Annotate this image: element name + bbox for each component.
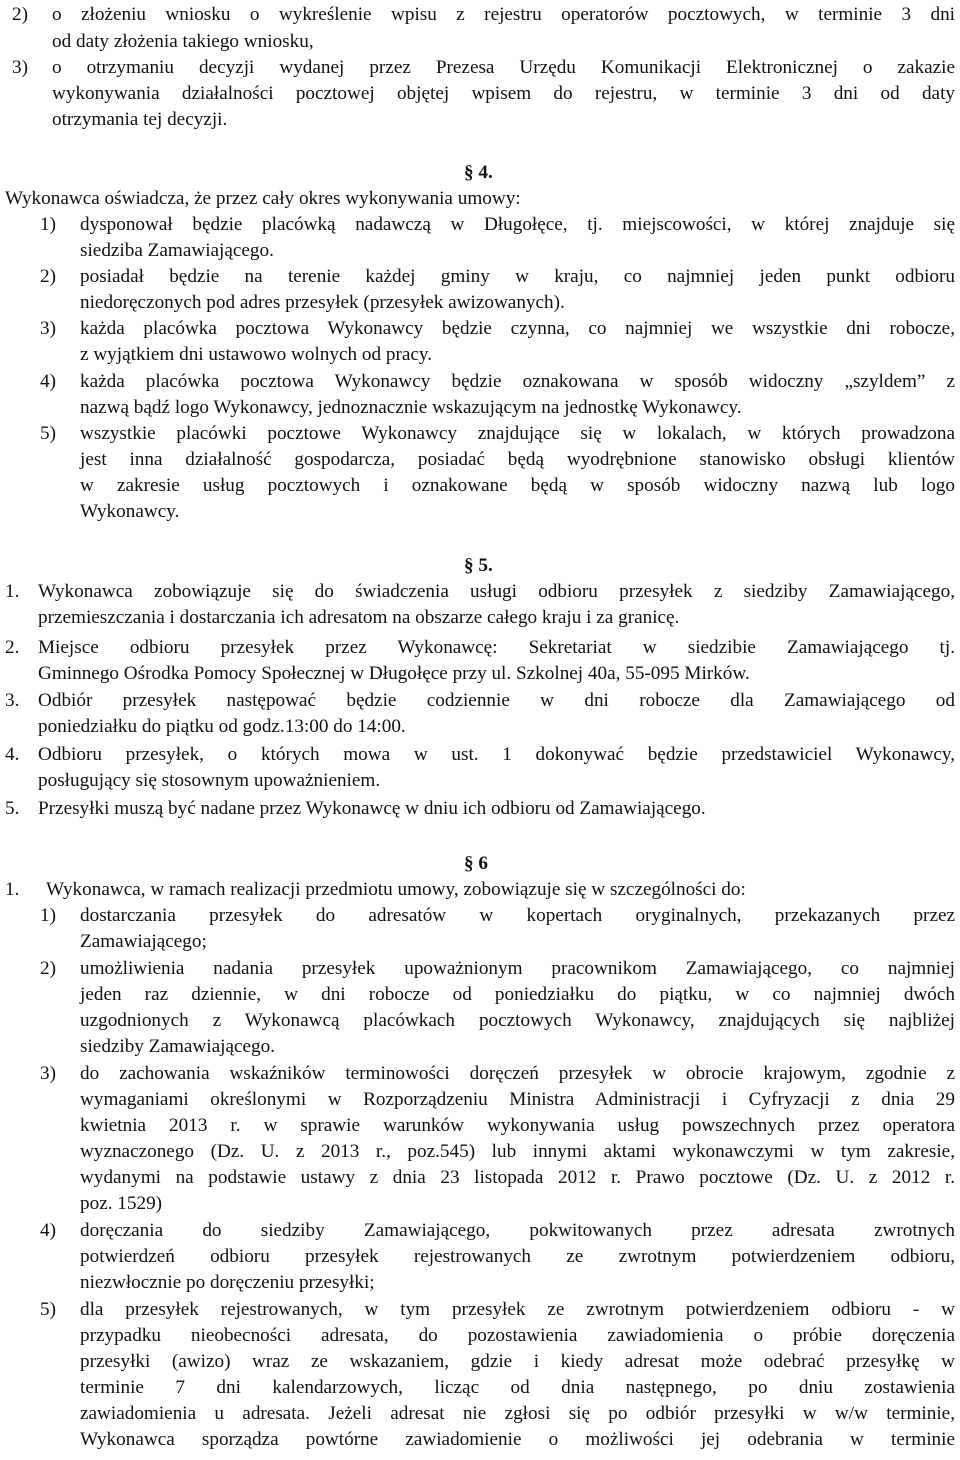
item-text: wyznaczonego (Dz. U. z 2013 r., poz.545) lub innymi aktami wykonawczymi w tym zakresie, [80,1141,955,1162]
item-text: siedziby Zamawiającego. [80,1036,275,1057]
item-text: każda placówka pocztowa Wykonawcy będzie czynna, co najmniej we wszystkie dni robocze, [80,318,955,339]
item-text: uzgodnionych z Wykonawcą placówkach pocztowych Wykonawcy, znajdujących się najbliżej [80,1010,955,1031]
item-text: umożliwienia nadania przesyłek upoważnionym pracownikom Zamawiającego, co najmniej [80,958,955,979]
item-text: doręczania do siedziby Zamawiającego, pokwitowanych przez adresata zwrotnych [80,1220,955,1241]
item-number: 5. [5,798,20,819]
item-number: 1. [5,581,20,602]
item-text: Przesyłki muszą być nadane przez Wykonawcę w dniu ich odbioru od Zamawiającego. [38,798,706,819]
item-number: 3. [5,690,20,711]
item-number: 2) [40,958,56,979]
item-text: z wyjątkiem dni ustawowo wolnych od pracy. [80,344,433,365]
item-text: przesyłki (awizo) wraz ze wskazaniem, gdzie i kiedy adresat może odebrać przesyłkę w [80,1351,955,1372]
item-text: Zamawiającego; [80,931,207,952]
item-number: 5) [40,1299,56,1320]
item-text: jeden raz dziennie, w dni robocze od poniedziałku do piątku, w co najmniej dwóch [80,984,955,1005]
item-text: wszystkie placówki pocztowe Wykonawcy znajdujące się w lokalach, w których prowadzona [80,423,955,444]
item-number: 3) [40,1063,56,1084]
item-number: 1) [40,905,56,926]
section-heading: § 6 [464,853,488,874]
item-text: każda placówka pocztowa Wykonawcy będzie oznakowana w sposób widoczny „szyldem” z [80,371,955,392]
item-text: Miejsce odbioru przesyłek przez Wykonawcę: Sekretariat w siedzibie Zamawiającego tj. [38,637,955,658]
item-text: dysponował będzie placówką nadawczą w Długołęce, tj. miejscowości, w której znajduje się [80,214,955,235]
item-text: posiadał będzie na terenie każdej gminy w kraju, co najmniej jeden punkt odbioru [80,266,955,287]
item-number: 5) [40,423,56,444]
item-number: 4) [40,1220,56,1241]
item-text: dostarczania przesyłek do adresatów w kopertach oryginalnych, przekazanych przez [80,905,955,926]
item-text: posługujący się stosownym upoważnieniem. [38,770,381,791]
item-number: 1) [40,214,56,235]
section-lead: Wykonawca oświadcza, że przez cały okres wykonywania umowy: [5,188,521,209]
item-text: kwietnia 2013 r. w sprawie warunków wykonywania usług powszechnych przez operatora [80,1115,955,1136]
section-heading: § 5. [464,555,493,576]
section-lead: Wykonawca, w ramach realizacji przedmiotu umowy, zobowiązuje się w szczególności do: [46,879,746,900]
item-text: przypadku nieobecności adresata, do pozostawienia zawiadomienia o próbie doręczenia [80,1325,955,1346]
item-number: 3) [12,57,28,78]
item-text: niedoręczonych pod adres przesyłek (przesyłek awizowanych). [80,292,565,313]
item-text: zawiadomienia u adresata. Jeżeli adresat nie zgłosi się po odbiór przesyłki w w/w terminie, [80,1403,955,1424]
item-text: otrzymania tej decyzji. [52,109,228,130]
item-text: Wykonawca zobowiązuje się do świadczenia usługi odbioru przesyłek z siedziby Zamawiającego, [38,581,955,602]
item-text: Wykonawca sporządza powtórne zawiadomienie o możliwości jej odebrania w terminie [80,1429,955,1450]
item-text: przemieszczania i dostarczania ich adresatom na obszarze całego kraju i za granicę. [38,607,680,628]
item-text: jest inna działalność gospodarcza, posiadać będą wyodrębnione stanowisko obsługi klientów [80,449,955,470]
item-text: Odbiór przesyłek następować będzie codziennie w dni robocze dla Zamawiającego od [38,690,955,711]
item-text: wymaganiami określonymi w Rozporządzeniu Ministra Administracji i Cyfryzacji z dnia 29 [80,1089,955,1110]
item-text: dla przesyłek rejestrowanych, w tym przesyłek ze zwrotnym potwierdzeniem odbioru - w [80,1299,955,1320]
item-text: poz. 1529) [80,1193,163,1214]
item-text: potwierdzeń odbioru przesyłek rejestrowanych ze zwrotnym potwierdzeniem odbioru, [80,1246,955,1267]
item-number: 2) [40,266,56,287]
item-text: wydanymi na podstawie ustawy z dnia 23 listopada 2012 r. Prawo pocztowe (Dz. U. z 2012 r. [80,1167,955,1188]
item-text: siedziba Zamawiającego. [80,240,274,261]
item-number: 2) [12,4,28,25]
item-text: o złożeniu wniosku o wykreślenie wpisu z rejestru operatorów pocztowych, w terminie 3 dni [52,4,955,25]
item-text: nazwą bądź logo Wykonawcy, jednoznacznie wskazującym na jednostkę Wykonawcy. [80,397,742,418]
item-number: 4) [40,371,56,392]
item-text: o otrzymaniu decyzji wydanej przez Prezesa Urzędu Komunikacji Elektronicznej o zakazie [52,57,955,78]
item-number: 4. [5,744,20,765]
item-text: poniedziałku do piątku od godz.13:00 do 14:00. [38,716,406,737]
item-text: Wykonawcy. [80,501,180,522]
item-text: wykonywania działalności pocztowej objętej wpisem do rejestru, w terminie 3 dni od daty [52,83,955,104]
item-text: niezwłocznie po doręczeniu przesyłki; [80,1272,375,1293]
item-text: od daty złożenia takiego wniosku, [52,31,314,52]
item-text: Gminnego Ośrodka Pomocy Społecznej w Długołęce przy ul. Szkolnej 40a, 55-095 Mirków. [38,663,750,684]
item-number: 2. [5,637,20,658]
item-text: Odbioru przesyłek, o których mowa w ust. 1 dokonywać będzie przedstawiciel Wykonawcy, [38,744,955,765]
item-number: 3) [40,318,56,339]
section-heading: § 4. [464,162,493,183]
item-text: w zakresie usług pocztowych i oznakowane będą w sposób widoczny nazwą lub logo [80,475,955,496]
item-text: terminie 7 dni kalendarzowych, licząc od dnia następnego, po dniu zostawienia [80,1377,955,1398]
item-text: do zachowania wskaźników terminowości doręczeń przesyłek w obrocie krajowym, zgodnie z [80,1063,955,1084]
item-number: 1. [5,879,20,900]
